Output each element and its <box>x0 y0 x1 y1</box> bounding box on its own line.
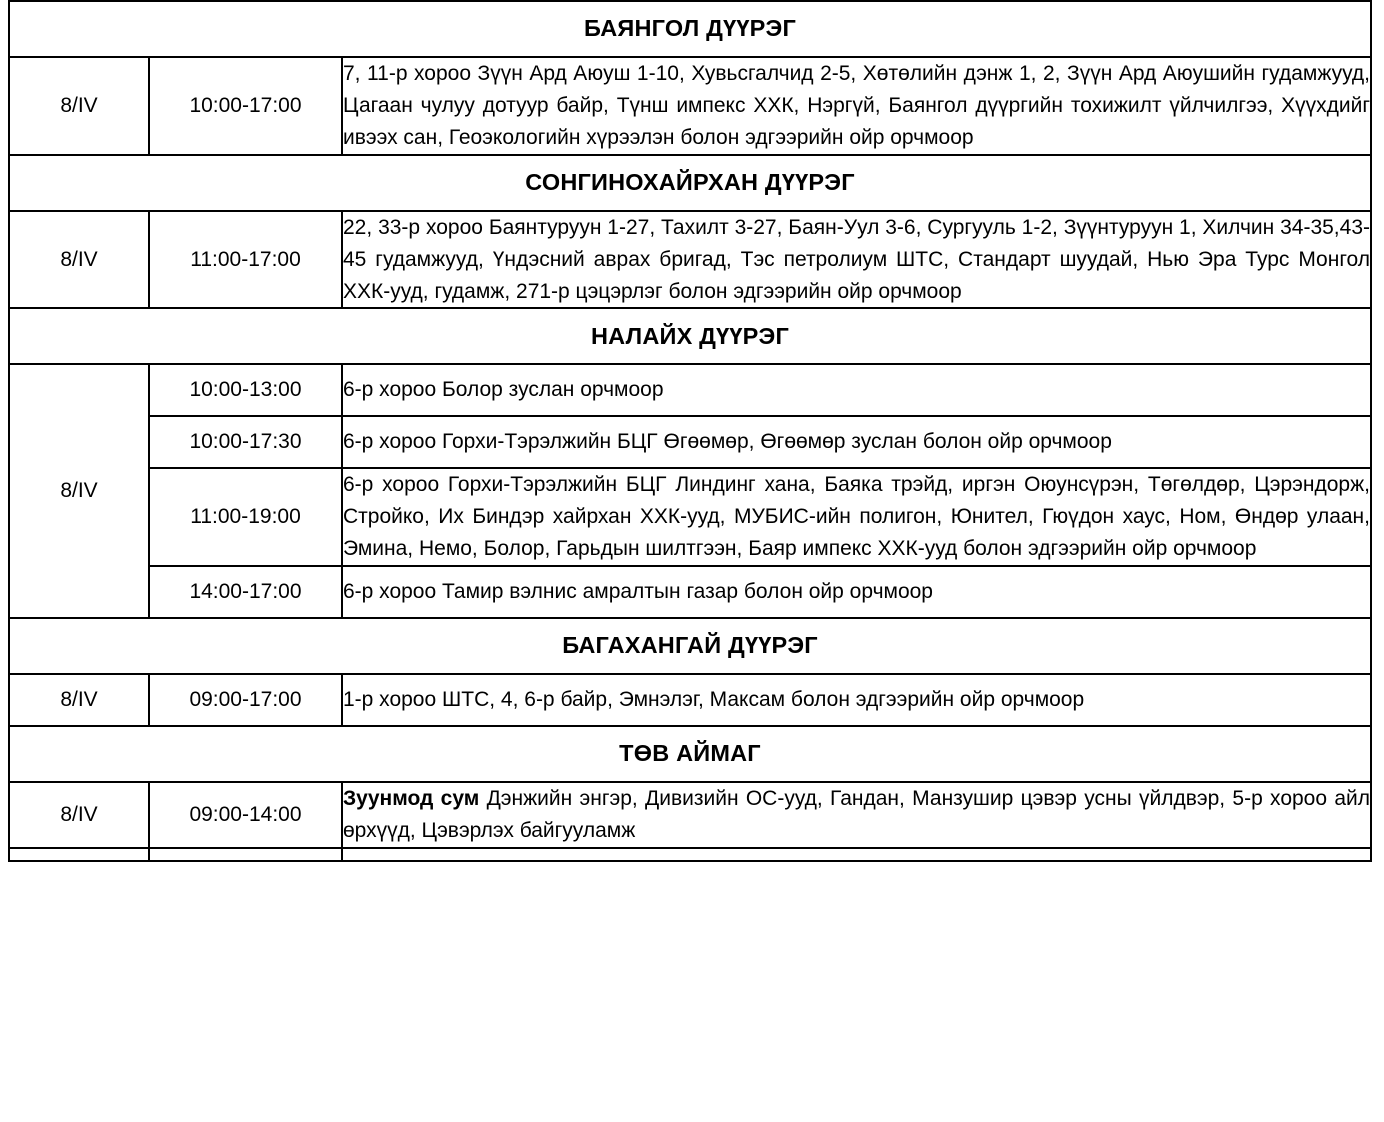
table-row <box>9 782 1371 848</box>
outage-time: 11:00-19:00 <box>149 468 342 566</box>
outage-area: 1-р хороо ШТС, 4, 6-р байр, Эмнэлэг, Максам болон эдгээрийн ойр орчмоор <box>342 674 1371 726</box>
table-row <box>9 57 1371 155</box>
table-row <box>9 566 1371 618</box>
outage-time: 09:00-17:00 <box>149 674 342 726</box>
outage-date: 8/IV <box>9 674 149 726</box>
district-header-row <box>9 155 1371 211</box>
outage-area: 7, 11-р хороо Зүүн Ард Аюуш 1-10, Хувьсгалчид 2-5, Хөтөлийн дэнж 1, 2, Зүүн Ард Аюушийн гудамжууд, Цагаан чулуу дотуур байр, Түнш импекс ХХК, Нэргүй, Баянгол дүүргийн тохижилт үйлчилгээ, Хүүхдийг ивээх сан, Геоэкологийн хүрээлэн болон эдгээрийн ойр орчмоор <box>342 57 1371 155</box>
partial-area-cell <box>342 848 1371 861</box>
outage-area: 6-р хороо Болор зуслан орчмоор <box>342 364 1371 416</box>
province-title-tov: ТӨВ АЙМАГ <box>9 726 1371 782</box>
outage-area: 6-р хороо Тамир вэлнис амралтын газар болон ойр орчмоор <box>342 566 1371 618</box>
outage-area-soum: Зуунмод сум <box>343 786 480 810</box>
table-row <box>9 364 1371 416</box>
district-title-bagakhangai: БАГАХАНГАЙ ДҮҮРЭГ <box>9 618 1371 674</box>
table-row <box>9 211 1371 309</box>
district-title-nalaikh: НАЛАЙХ ДҮҮРЭГ <box>9 308 1371 364</box>
outage-time: 11:00-17:00 <box>149 211 342 309</box>
outage-date: 8/IV <box>9 782 149 848</box>
outage-area: 6-р хороо Горхи-Тэрэлжийн БЦГ Линдинг хана, Баяка трэйд, иргэн Оюунсүрэн, Төгөлдөр, Цэрэндорж, Стройко, Их Биндэр хайрхан ХХК-ууд, МУБИС-ийн полигон, Юнител, Гюүдон хаус, Ном, Өндөр улаан, Эмина, Немо, Болор, Гарьдын шилтгээн, Баяр импекс ХХК-ууд болон эдгээрийн ойр орчмоор <box>342 468 1371 566</box>
outage-time: 10:00-17:30 <box>149 416 342 468</box>
district-title-songinokhairkhan: СОНГИНОХАЙРХАН ДҮҮРЭГ <box>9 155 1371 211</box>
district-title-bayangol: БАЯНГОЛ ДҮҮРЭГ <box>9 1 1371 57</box>
outage-area: 22, 33-р хороо Баянтуруун 1-27, Тахилт 3-27, Баян-Уул 3-6, Сургууль 1-2, Зүүнтуруун 1, Хилчин 34-35,43-45 гудамжууд, Үндэсний аврах бригад, Тэс петролиум ШТС, Стандарт шуудай, Нью Эра Турс Монгол ХХК-ууд, гудамж, 271-р цэцэрлэг болон эдгээрийн ойр орчмоор <box>342 211 1371 309</box>
table-row-partial-bottom <box>9 848 1371 861</box>
outage-time: 09:00-14:00 <box>149 782 342 848</box>
table-row <box>9 468 1371 566</box>
outage-date: 8/IV <box>9 211 149 309</box>
outage-date: 8/IV <box>9 57 149 155</box>
partial-date-cell <box>9 848 149 861</box>
table-row <box>9 674 1371 726</box>
outage-time: 14:00-17:00 <box>149 566 342 618</box>
partial-time-cell <box>149 848 342 861</box>
outage-area-detail: Дэнжийн энгэр, Дивизийн ОС-ууд, Гандан, Манзушир цэвэр усны үйлдвэр, 5-р хороо айл өрхүүд, Цэвэрлэх байгууламж <box>343 786 1370 842</box>
province-header-row <box>9 726 1371 782</box>
outage-schedule-table <box>8 0 1372 862</box>
outage-time: 10:00-17:00 <box>149 57 342 155</box>
outage-date-merged: 8/IV <box>9 364 149 617</box>
district-header-row <box>9 618 1371 674</box>
outage-area: 6-р хороо Горхи-Тэрэлжийн БЦГ Өгөөмөр, Өгөөмөр зуслан болон ойр орчмоор <box>342 416 1371 468</box>
district-header-row <box>9 1 1371 57</box>
outage-time: 10:00-13:00 <box>149 364 342 416</box>
table-body <box>9 0 1371 861</box>
table-row <box>9 416 1371 468</box>
outage-area <box>342 782 1371 848</box>
district-header-row <box>9 308 1371 364</box>
